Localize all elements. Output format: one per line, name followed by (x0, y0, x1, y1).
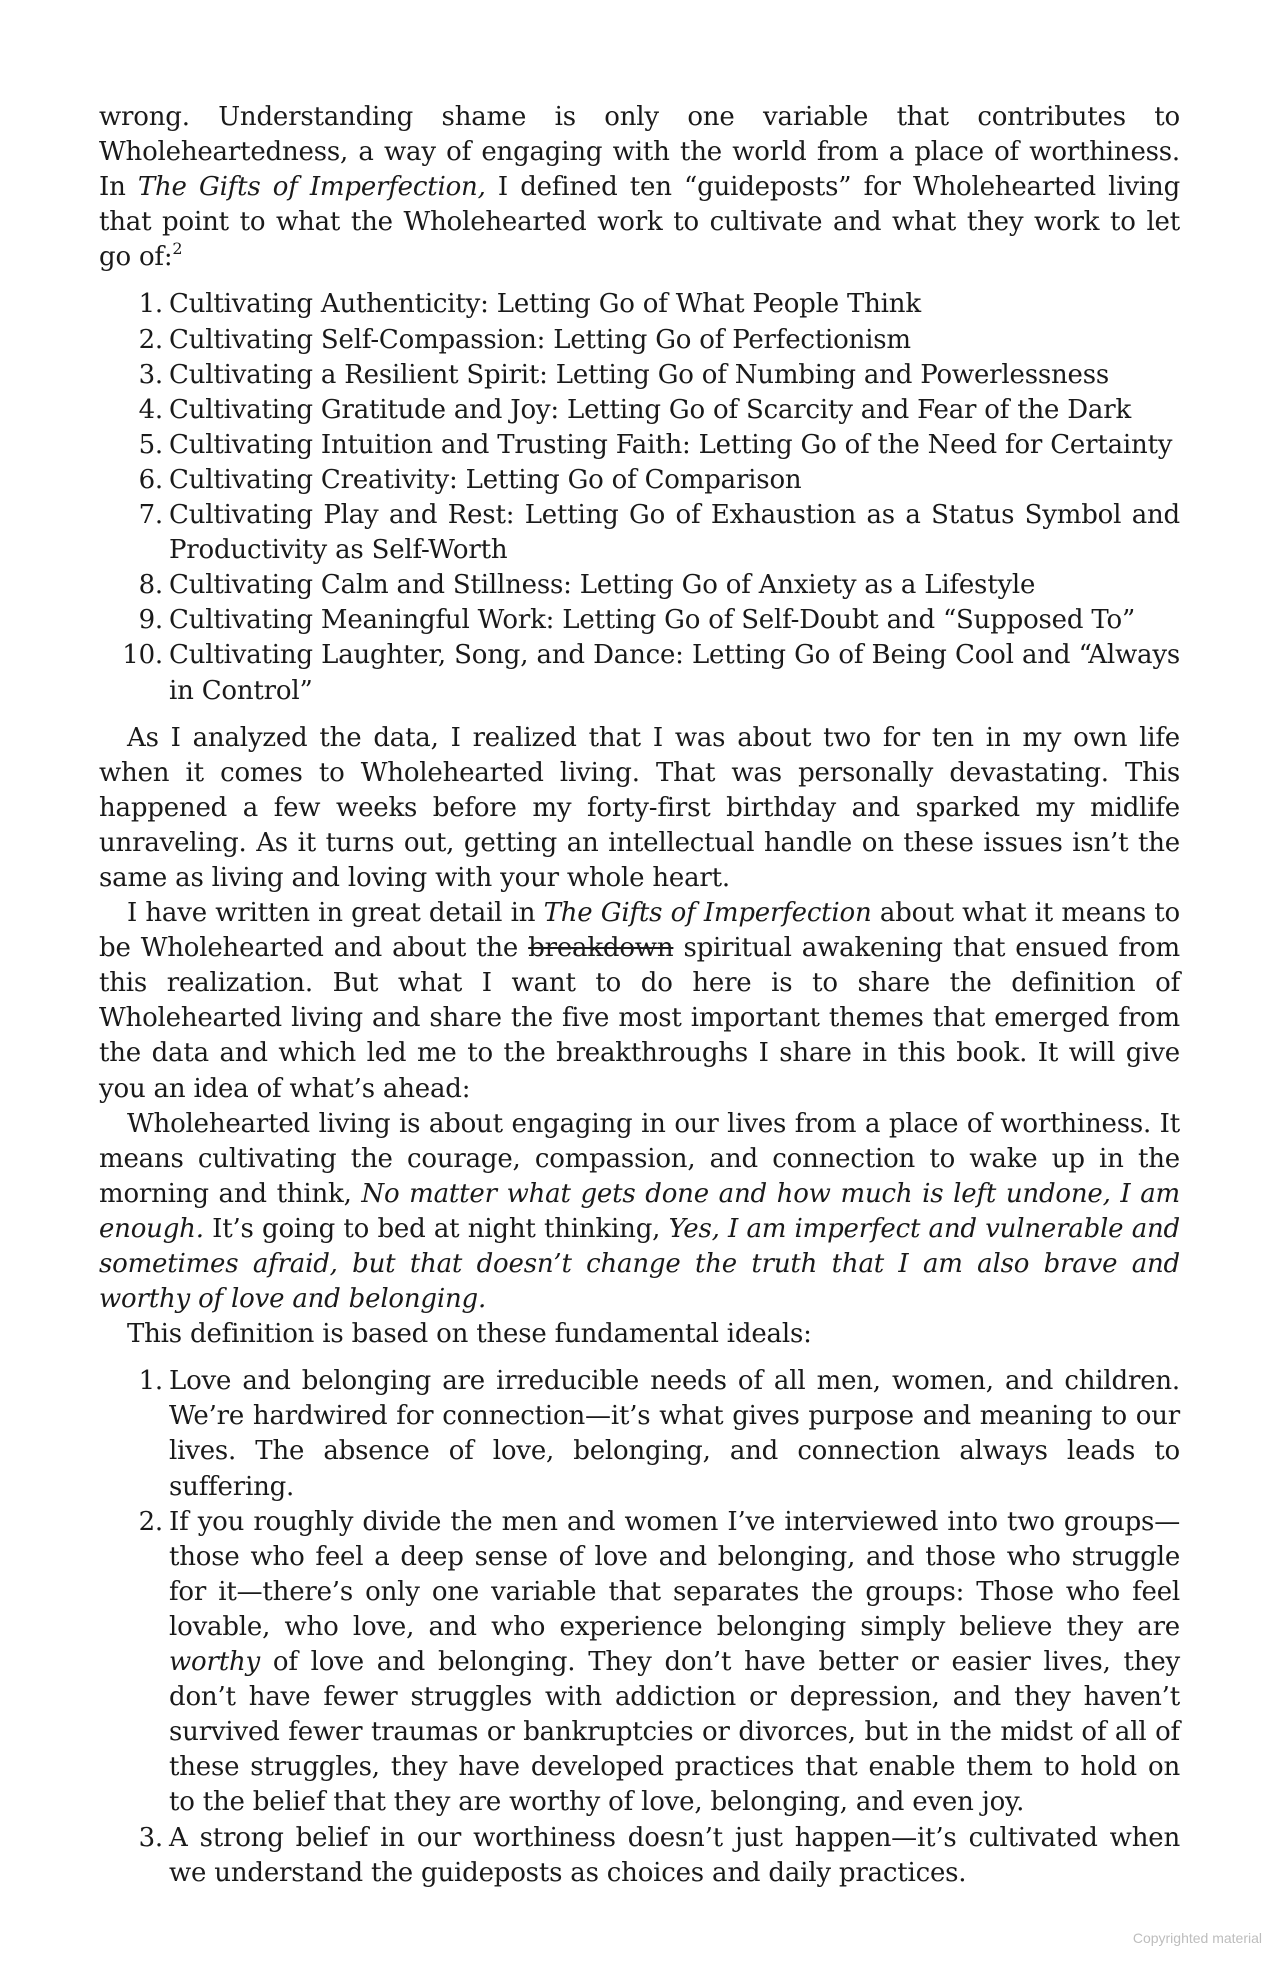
list-text: A strong belief in our worthiness doesn’t just happen—it’s cultivated when we understand the guideposts as choices and daily practices. (169, 1822, 1180, 1888)
definition-text-1: Wholehearted living is about engaging in our lives from a place of worthiness. It means cultivating the courage, compassion, and connection to wake up in the morning and think, (99, 1108, 1180, 1209)
list-item (99, 323, 1180, 358)
list-number: 1. (138, 289, 163, 320)
list-item (99, 1364, 1180, 1504)
list-text: Cultivating Calm and Stillness: Letting Go of Anxiety as a Lifestyle (169, 570, 1036, 601)
book-title: The Gifts of Imperfection (543, 898, 872, 929)
list-text: Cultivating Laughter, Song, and Dance: Letting Go of Being Cool and “Always in Control” (169, 640, 1180, 706)
list-number: 2. (138, 1506, 163, 1537)
copyright-watermark: Copyrighted material (1132, 1930, 1262, 1946)
guideposts-list (99, 287, 1180, 708)
list-text: Love and belonging are irreducible needs of all men, women, and children. We’re hardwired for connection—it’s what gives purpose and meaning to our lives. The absence of love, belonging, and connection always leads to suffering. (169, 1366, 1180, 1502)
list-item (99, 638, 1180, 708)
list-item (99, 1821, 1180, 1891)
list-number: 9. (138, 605, 163, 636)
list-item (99, 568, 1180, 603)
list-number: 7. (138, 500, 163, 531)
written-text-3: spiritual awakening that ensued from this realization. But what I want to do here is to share the definition of Wholehearted living and share the five most important themes that emerged from the data and which led me to the breakthroughs I share in this book. It will give you an idea of what’s ahead: (99, 933, 1180, 1104)
written-text-1: I have written in great detail in (127, 898, 544, 929)
intro-paragraph (99, 100, 1180, 275)
ideals-list (99, 1364, 1180, 1890)
analysis-paragraph: As I analyzed the data, I realized that I was about two for ten in my own life when it comes to Wholehearted living. That was personally devastating. This happened a few weeks before my forty-first birthday and sparked my midlife unraveling. As it turns out, getting an intellectual handle on these issues isn’t the same as living and loving with your whole heart. (99, 722, 1180, 893)
body-text (99, 100, 1180, 1903)
list-number: 5. (138, 429, 163, 460)
list-item (99, 603, 1180, 638)
list-item (99, 1505, 1180, 1821)
list-number: 3. (138, 359, 163, 390)
list-text-1: If you roughly divide the men and women I’ve interviewed into two groups—those who feel a deep sense of love and belonging, and those who struggle for it—there’s only one variable that separates the groups: Those who feel lovable, who love, and who experience belonging simply believe they are (169, 1506, 1180, 1642)
ideals-intro-paragraph: This definition is based on these fundamental ideals: (127, 1319, 812, 1350)
definition-text-2: It’s going to bed at night thinking, (203, 1213, 669, 1244)
written-paragraph (99, 896, 1180, 1107)
list-number: 3. (138, 1822, 163, 1853)
list-number: 8. (138, 570, 163, 601)
list-item (99, 393, 1180, 428)
definition-italic-1: No matter what gets done and how much is left undone, I am enough. (99, 1178, 1180, 1244)
list-number: 4. (138, 394, 163, 425)
list-item (99, 287, 1180, 322)
list-text-italic: worthy (169, 1647, 261, 1678)
list-number: 2. (138, 324, 163, 355)
definition-paragraph (99, 1107, 1180, 1318)
intro-text-2: I defined ten “guideposts” for Wholehearted living that point to what the Wholehearted work to cultivate and what they work to let go of: (99, 172, 1181, 273)
list-item (99, 498, 1180, 568)
definition-italic-2: Yes, I am imperfect and vulnerable and sometimes afraid, but that doesn’t change the truth that I am also brave and worthy of love and belonging. (99, 1213, 1180, 1315)
list-text: Cultivating Creativity: Letting Go of Comparison (169, 464, 802, 495)
struck-word: breakdown (528, 933, 674, 964)
list-number: 10. (122, 640, 163, 671)
list-text: Cultivating Authenticity: Letting Go of What People Think (169, 289, 921, 320)
list-item (99, 463, 1180, 498)
list-item (99, 358, 1180, 393)
list-text: Cultivating Meaningful Work: Letting Go of Self-Doubt and “Supposed To” (169, 605, 1136, 636)
list-text: Cultivating a Resilient Spirit: Letting Go of Numbing and Powerlessness (169, 359, 1110, 390)
list-item (99, 428, 1180, 463)
intro-text-1: wrong. Understanding shame is only one variable that contributes to Wholeheartedness, a way of engaging with the world from a place of worthiness. In (99, 102, 1180, 203)
book-title: The Gifts of Imperfection, (137, 172, 486, 203)
list-number: 1. (138, 1366, 163, 1397)
list-text: Cultivating Intuition and Trusting Faith: Letting Go of the Need for Certainty (169, 429, 1173, 460)
footnote-mark: 2 (172, 238, 183, 258)
list-text-2: of love and belonging. They don’t have better or easier lives, they don’t have fewer struggles with addiction or depression, and they haven’t survived fewer traumas or bankruptcies or divorces, but in the midst of all of these struggles, they have developed practices that enable them to hold on to the belief that they are worthy of love, belonging, and even joy. (169, 1647, 1180, 1818)
list-text: Cultivating Self-Compassion: Letting Go of Perfectionism (169, 324, 911, 355)
list-text: Cultivating Gratitude and Joy: Letting Go of Scarcity and Fear of the Dark (169, 394, 1132, 425)
written-text-2: about what it means to be Wholehearted and about the (99, 898, 1180, 964)
list-text: Cultivating Play and Rest: Letting Go of Exhaustion as a Status Symbol and Productivity as Self-Worth (169, 500, 1180, 566)
list-number: 6. (138, 464, 163, 495)
